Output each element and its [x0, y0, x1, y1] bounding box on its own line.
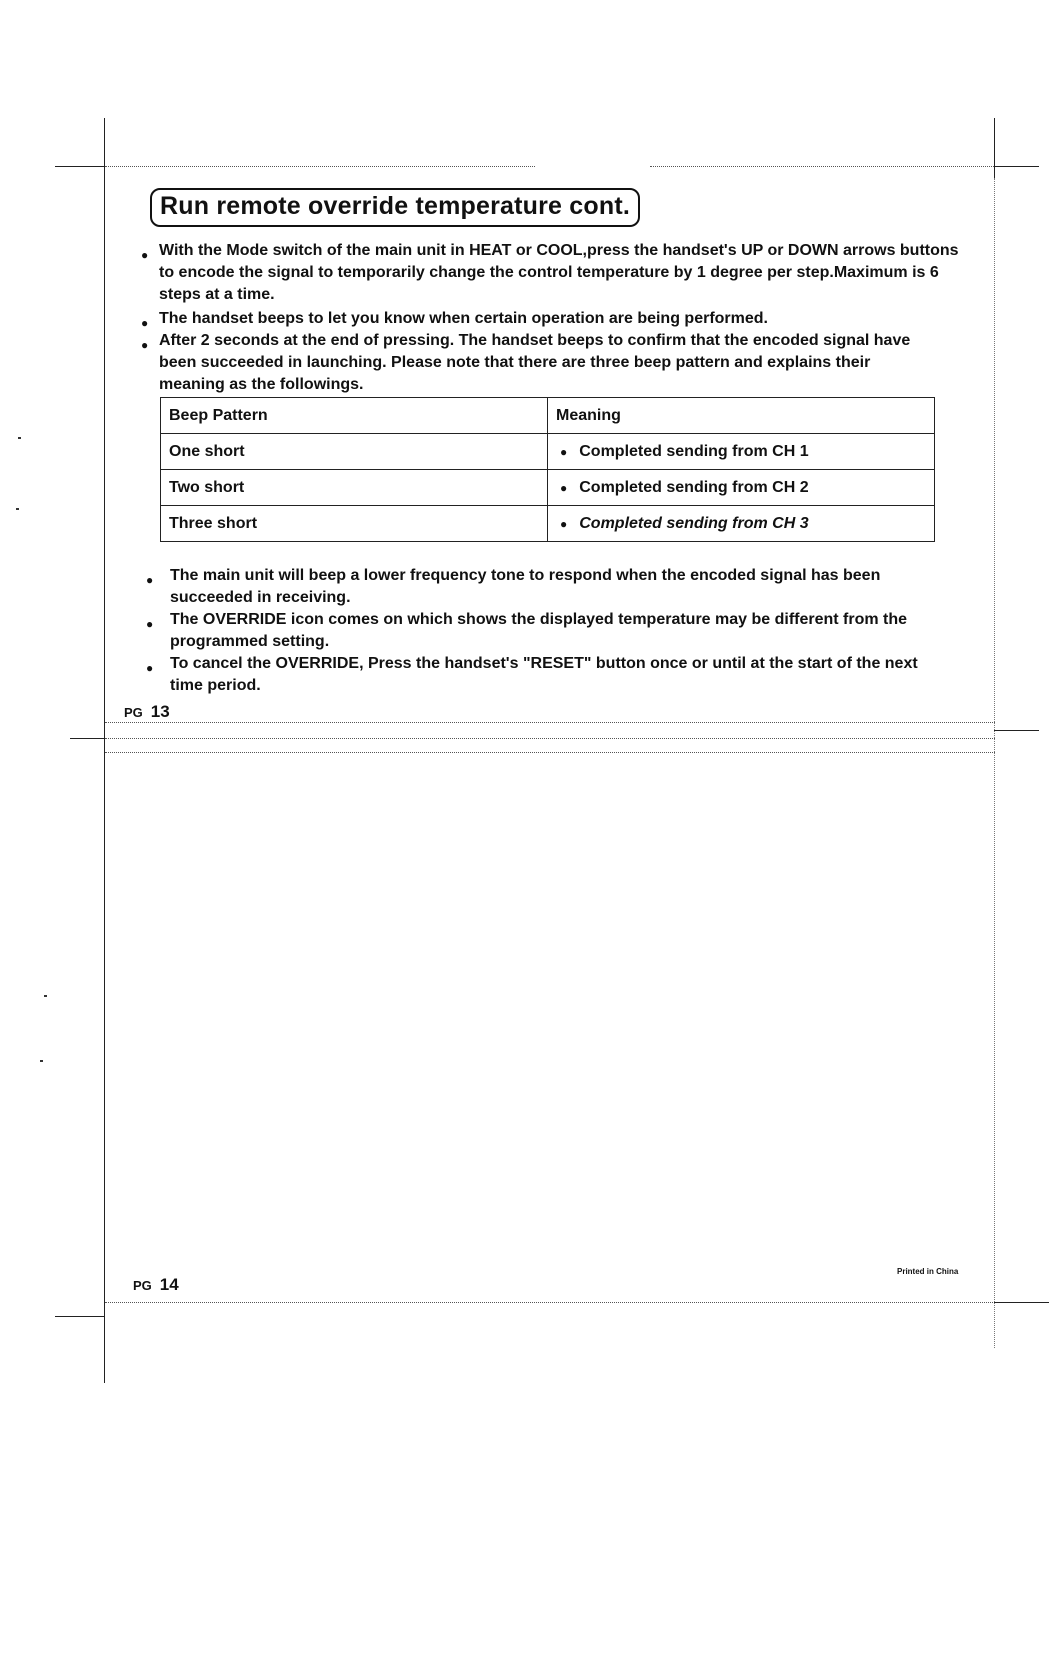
table-header-row: [161, 398, 935, 434]
fold-guide: [650, 166, 994, 167]
bullet-icon: ●: [560, 444, 568, 459]
crop-mark-right-top: [994, 118, 995, 178]
beep-pattern-cell: Three short: [161, 506, 548, 542]
intro-item: After 2 seconds at the end of pressing. The handset beeps to confirm that the encoded signal have been succeeded in launching. Please note that there are three beep pattern and explains their meaning as the followings.: [159, 332, 911, 393]
meaning-text: Completed sending from CH 2: [579, 478, 809, 496]
after-item: To cancel the OVERRIDE, Press the handset's "RESET" button once or until at the start of the next time period.: [170, 655, 918, 694]
after-item: The OVERRIDE icon comes on which shows the displayed temperature may be different from the programmed setting.: [170, 611, 908, 650]
intro-item: The handset beeps to let you know when certain operation are being performed.: [159, 310, 768, 327]
crop-mark: [994, 730, 1039, 731]
fold-guide: [105, 752, 995, 753]
meaning-cell: [548, 434, 935, 470]
meaning-cell: [548, 470, 935, 506]
after-item: The main unit will beep a lower frequency tone to respond when the encoded signal has been succeeded in receiving.: [170, 567, 881, 606]
fold-guide: [105, 166, 535, 167]
bullet-icon: ●: [141, 248, 149, 262]
meaning-cell: [548, 506, 935, 542]
bullet-icon: ●: [141, 316, 149, 330]
beep-pattern-cell: Two short: [161, 470, 548, 506]
speck: [44, 995, 47, 997]
table-row: [161, 434, 935, 470]
speck: [18, 437, 21, 439]
table-row: [161, 470, 935, 506]
crop-mark: [994, 166, 1039, 167]
right-dotted-guide: [994, 178, 995, 1348]
bullet-icon: ●: [146, 661, 154, 675]
bullet-icon: ●: [146, 573, 154, 587]
speck: [16, 508, 19, 510]
table-row: [161, 506, 935, 542]
beep-pattern-cell: One short: [161, 434, 548, 470]
header-beep-pattern: Beep Pattern: [161, 398, 548, 434]
beep-pattern-table: [160, 397, 935, 542]
bullet-icon: ●: [560, 516, 568, 531]
meaning-text: Completed sending from CH 3: [579, 514, 809, 532]
printed-in-note: Printed in China: [897, 1267, 959, 1276]
crop-mark-left: [104, 118, 105, 1383]
crop-mark: [994, 1302, 1049, 1303]
fold-guide: [105, 1302, 995, 1303]
crop-mark: [55, 166, 105, 167]
crop-mark: [55, 1316, 105, 1317]
fold-guide: [105, 738, 995, 739]
header-meaning: Meaning: [548, 398, 935, 434]
bullet-icon: ●: [141, 338, 149, 352]
crop-mark: [70, 738, 105, 739]
fold-guide: [105, 722, 995, 723]
page-number-13: PG 13: [124, 702, 170, 721]
page-number-14: PG 14: [133, 1275, 179, 1294]
bullet-icon: ●: [560, 480, 568, 495]
section-heading: Run remote override temperature cont.: [150, 188, 640, 227]
bullet-icon: ●: [146, 617, 154, 631]
speck: [40, 1060, 43, 1062]
intro-item: With the Mode switch of the main unit in HEAT or COOL,press the handset's UP or DOWN arrows buttons to encode the signal to temporarily change the control temperature by 1 degree per step.Maximum is 6 steps at a time.: [159, 242, 959, 303]
meaning-text: Completed sending from CH 1: [579, 442, 809, 460]
